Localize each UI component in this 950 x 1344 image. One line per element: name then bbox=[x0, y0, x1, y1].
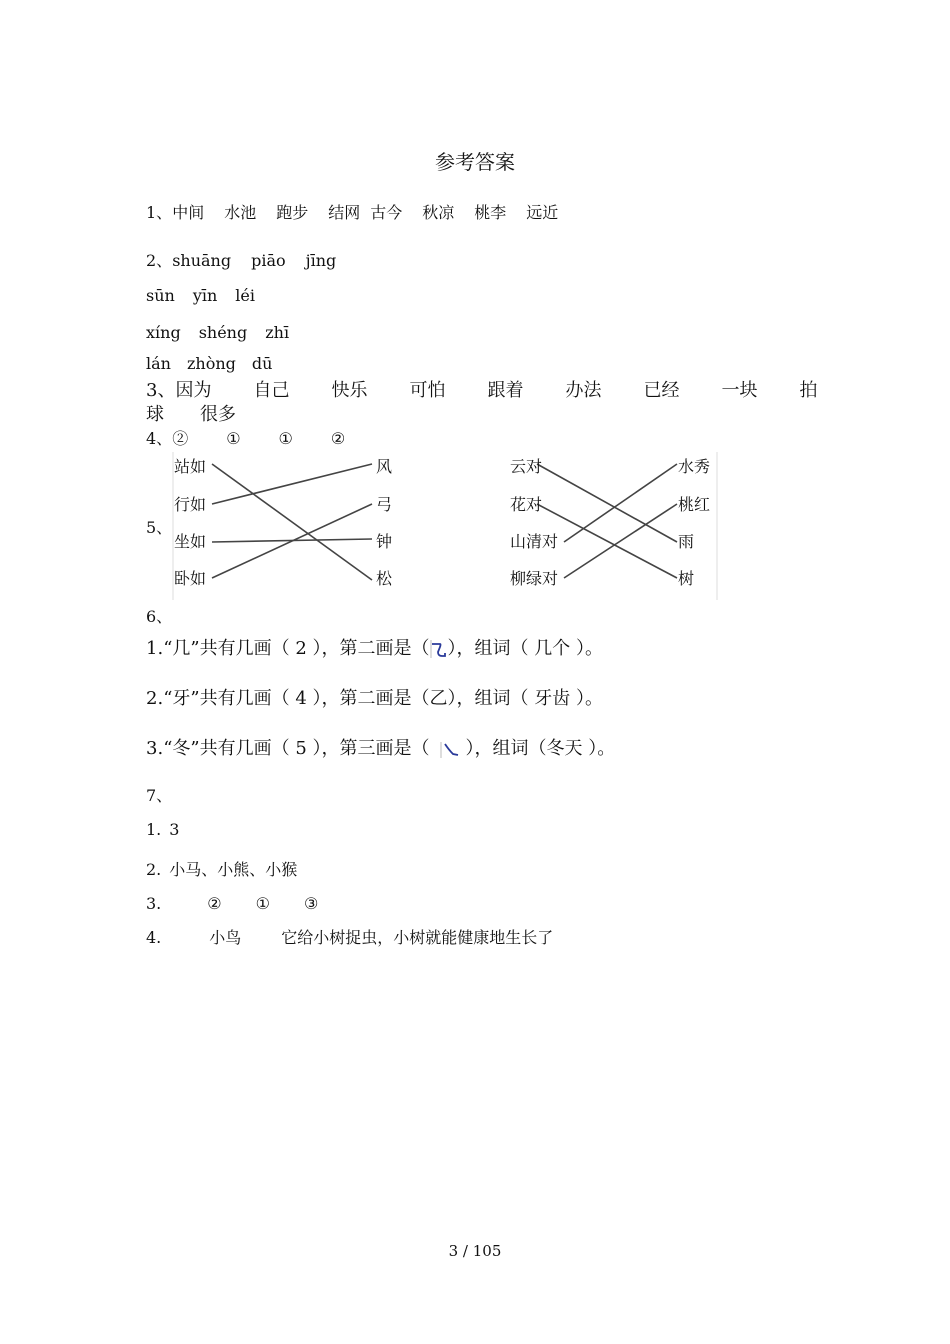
q1-word: 秋凉 bbox=[422, 203, 455, 222]
q6-item-number: 1. bbox=[146, 638, 164, 659]
q1-number: 1、 bbox=[146, 203, 173, 222]
pinyin: shuāng bbox=[172, 251, 232, 270]
q4-number: 4、 bbox=[146, 429, 173, 448]
pinyin: zhī bbox=[265, 323, 290, 342]
q3-word: 可怕 bbox=[409, 380, 446, 401]
q3-word: 拍 bbox=[799, 380, 818, 401]
q4-answer: ② bbox=[172, 429, 189, 448]
q3-number: 3、 bbox=[146, 380, 176, 401]
match-right-term: 树 bbox=[678, 569, 695, 588]
q7-answer: ① bbox=[255, 894, 270, 913]
match-line bbox=[564, 504, 677, 578]
match-left-term: 柳绿对 bbox=[510, 569, 559, 588]
match-left-term: 花对 bbox=[510, 495, 543, 514]
pinyin: zhòng bbox=[186, 354, 236, 373]
pinyin: shéng bbox=[198, 323, 248, 342]
q7-answer: ② bbox=[207, 894, 222, 913]
pinyin: jīng bbox=[305, 251, 337, 270]
answer-3-wrap bbox=[146, 400, 236, 426]
q7-item-number: 2. bbox=[146, 860, 162, 879]
q6-item-text: “牙”共有几画（ 4 ），第二画是（ bbox=[163, 688, 430, 709]
q7-item bbox=[146, 857, 297, 880]
q7-item-text: 它给小树捉虫，小树就能健康地生长了 bbox=[281, 928, 554, 947]
match-left-term: 站如 bbox=[174, 457, 207, 476]
match-line bbox=[537, 464, 677, 542]
q3-word: 一块 bbox=[721, 380, 758, 401]
match-right-term: 弓 bbox=[376, 495, 393, 514]
q6-item bbox=[146, 684, 603, 710]
q6-item bbox=[146, 734, 615, 760]
q6-item-text: ），组词（ 牙齿 ）。 bbox=[447, 688, 603, 709]
answer-2-row bbox=[146, 323, 289, 342]
q7-item bbox=[146, 925, 553, 948]
q7-item-text: 小鸟 bbox=[209, 928, 242, 947]
stroke-na-icon bbox=[440, 738, 460, 760]
q1-word: 中间 bbox=[172, 203, 205, 222]
q6-item-number: 2. bbox=[146, 688, 164, 709]
q6-item-number: 3. bbox=[146, 738, 164, 759]
stroke-hengzhewangou-icon bbox=[430, 638, 448, 660]
q6-item-text: “几”共有几画（ 2 ），第二画是（ bbox=[163, 638, 430, 659]
match-left-term: 卧如 bbox=[174, 569, 207, 588]
q3-word: 快乐 bbox=[331, 380, 368, 401]
match-lines bbox=[212, 464, 677, 580]
q3-word: 因为 bbox=[175, 380, 212, 401]
match-left-term: 行如 bbox=[174, 495, 207, 514]
q7-item bbox=[146, 894, 318, 913]
match-left-term: 山清对 bbox=[510, 532, 559, 551]
q4-answer: ② bbox=[330, 429, 346, 448]
pinyin: dū bbox=[251, 354, 273, 373]
match-line bbox=[564, 464, 677, 542]
q7-item-text: 3 bbox=[169, 820, 180, 839]
q6-item bbox=[146, 634, 603, 660]
answer-4 bbox=[146, 426, 345, 449]
pinyin: sūn bbox=[146, 286, 175, 305]
q1-word: 远近 bbox=[526, 203, 559, 222]
pinyin: piāo bbox=[251, 251, 286, 270]
q7-item-text: 小马、小熊、小猴 bbox=[169, 860, 298, 879]
match-left-term: 坐如 bbox=[174, 532, 207, 551]
q3-word: 跟着 bbox=[487, 380, 524, 401]
q6-item-text: ），组词（ 几个 ）。 bbox=[447, 638, 603, 659]
pinyin: xíng bbox=[146, 323, 181, 342]
q1-word: 桃李 bbox=[474, 203, 507, 222]
q4-answer: ① bbox=[278, 429, 293, 448]
q3-word: 已经 bbox=[643, 380, 680, 401]
answer-1 bbox=[146, 200, 558, 223]
q6-stroke-answer: 乙 bbox=[429, 688, 448, 709]
pinyin: léi bbox=[235, 286, 255, 305]
q7-item-number: 3. bbox=[146, 894, 162, 913]
match-right-term: 风 bbox=[376, 457, 393, 476]
q7-item bbox=[146, 820, 179, 839]
q3-word: 办法 bbox=[565, 380, 602, 401]
q6-item-text: ），组词（冬天 ）。 bbox=[465, 738, 616, 759]
answer-3 bbox=[146, 376, 817, 402]
q3-word: 球 bbox=[146, 404, 164, 425]
match-right-term: 雨 bbox=[678, 532, 695, 551]
q7-item-number: 4. bbox=[146, 928, 162, 947]
match-line bbox=[212, 464, 372, 580]
q3-word: 自己 bbox=[253, 380, 290, 401]
answer-2-row bbox=[146, 248, 336, 271]
q1-word: 水池 bbox=[224, 203, 257, 222]
answer-2-row bbox=[146, 286, 255, 305]
pinyin: yīn bbox=[192, 286, 218, 305]
q7-number: 7、 bbox=[146, 786, 173, 805]
q1-word: 跑步 bbox=[276, 203, 309, 222]
match-right-term: 水秀 bbox=[678, 457, 711, 476]
match-right-term: 钟 bbox=[376, 532, 393, 551]
match-right-term: 桃红 bbox=[678, 495, 711, 514]
match-line bbox=[212, 464, 372, 504]
q2-number: 2、 bbox=[146, 251, 173, 270]
q6-item-text: “冬”共有几画（ 5 ），第三画是（ bbox=[163, 738, 430, 759]
page-title: 参考答案 bbox=[435, 150, 515, 174]
pinyin: lán bbox=[146, 354, 171, 373]
q3-word: 很多 bbox=[200, 404, 236, 425]
match-left-term: 云对 bbox=[510, 457, 543, 476]
q5-number: 5、 bbox=[146, 518, 173, 537]
page-number: 3 / 105 bbox=[448, 1242, 502, 1260]
match-right-term: 松 bbox=[376, 569, 393, 588]
matching-diagram bbox=[172, 452, 720, 600]
q6-number: 6、 bbox=[146, 607, 173, 626]
answer-2-row bbox=[146, 354, 272, 373]
q1-word: 结网 bbox=[328, 203, 361, 222]
q7-answer: ③ bbox=[303, 894, 319, 913]
q4-answer: ① bbox=[226, 429, 241, 448]
q7-item-number: 1. bbox=[146, 820, 162, 839]
q1-word: 古今 bbox=[370, 203, 403, 222]
